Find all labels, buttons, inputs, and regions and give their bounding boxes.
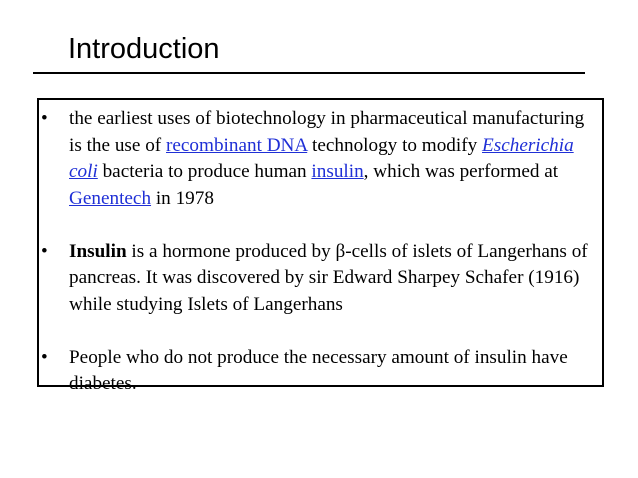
link-insulin[interactable]: insulin xyxy=(311,161,364,182)
bullet-marker: • xyxy=(41,240,48,262)
slide-title: Introduction xyxy=(68,33,220,65)
bullet-text: People who do not produce the necessary amount of insulin have diabetes. xyxy=(69,346,568,394)
bullet-text: , which was performed at xyxy=(363,161,559,182)
bullet-text: in 1978 xyxy=(151,187,214,209)
bullet-marker: • xyxy=(41,346,48,368)
link-genentech[interactable]: Genentech xyxy=(69,187,152,209)
bullet-text: the earliest uses of biotechnology in pharmaceutical manufacturing is the use of xyxy=(69,108,585,156)
bullet-text: bacteria to produce human xyxy=(97,161,312,182)
bullet-list xyxy=(39,106,592,398)
bullet-text: is a hormone produced by β-cells of islets of Langerhans of pancreas. It was discovered by sir Edward Sharpey Schafer (1916) while studying Islets of Langerhans xyxy=(69,240,588,315)
title-divider xyxy=(33,72,585,74)
bullet-text: technology to modify xyxy=(307,134,483,156)
content-box xyxy=(37,98,604,394)
link-recombinant-dna[interactable]: recombinant DNA xyxy=(166,134,308,156)
bullet-item-biotechnology xyxy=(39,106,592,212)
bullet-item-diabetes xyxy=(39,345,592,398)
bullet-bold-term: Insulin xyxy=(69,240,127,262)
bullet-marker: • xyxy=(41,108,48,129)
bullet-item-insulin xyxy=(39,239,592,319)
link-escherichia-coli[interactable]: Escherichia coli xyxy=(69,134,574,182)
